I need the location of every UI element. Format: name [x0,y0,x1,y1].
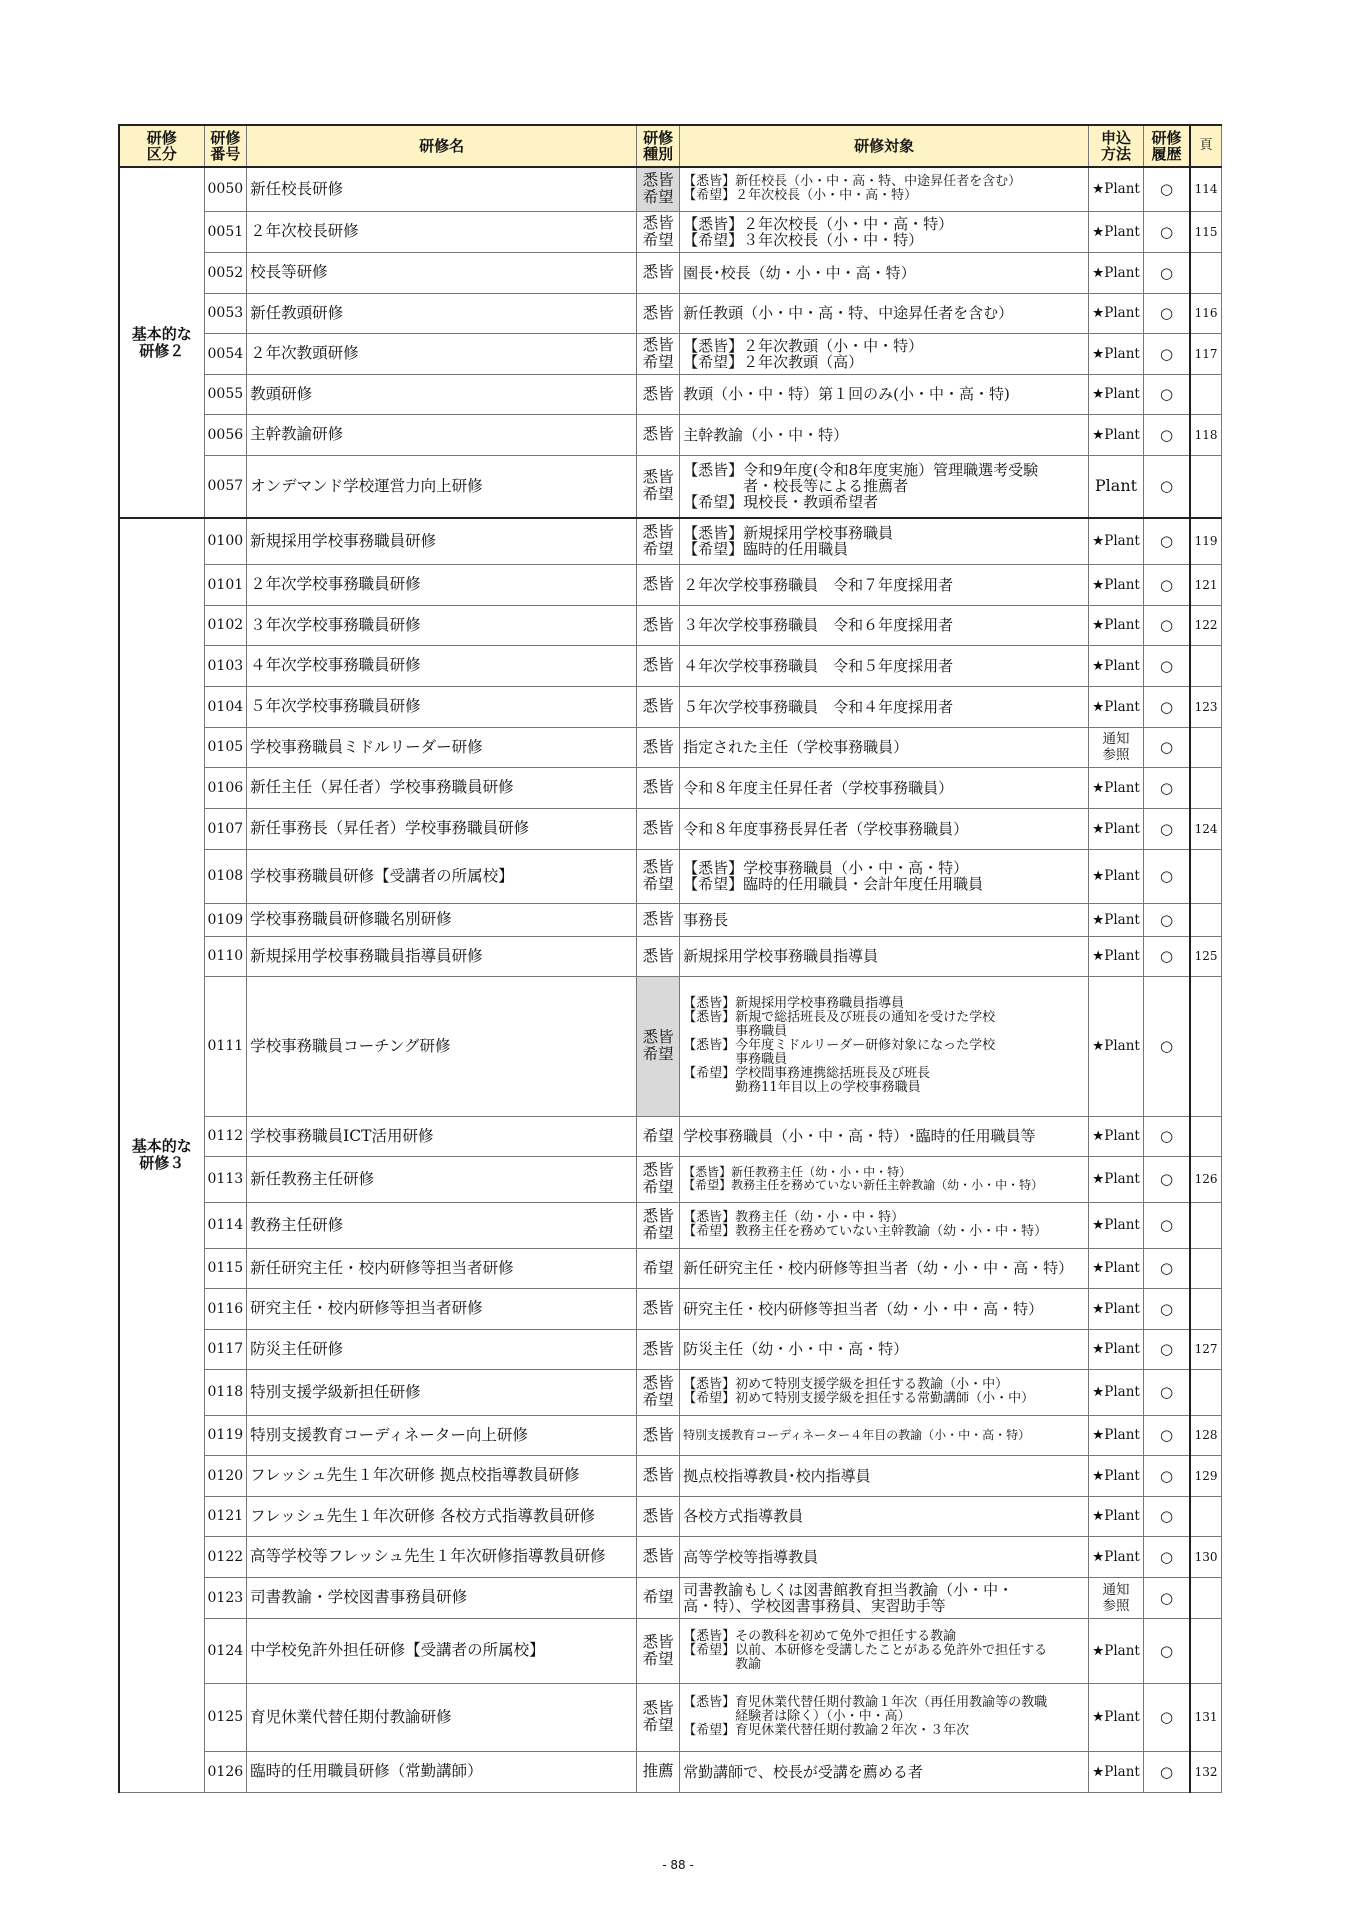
history-cell: ○ [1143,564,1190,605]
number-cell: 0113 [204,1156,247,1202]
header-target: 研修対象 [680,125,1089,167]
kind-cell: 悉皆 [637,1455,680,1496]
method-cell: ★Plant [1089,1683,1144,1751]
kind-cell: 悉皆 [637,605,680,645]
table-row [119,564,1221,605]
page-cell: 125 [1190,936,1221,976]
kind-cell: 推薦 [637,1751,680,1792]
method-cell: ★Plant [1089,686,1144,727]
number-cell: 0054 [204,333,247,374]
page-cell: 118 [1190,414,1221,455]
method-cell: ★Plant [1089,167,1144,211]
number-cell: 0055 [204,374,247,414]
history-cell: ○ [1143,1618,1190,1683]
header-name: 研修名 [247,125,637,167]
page-cell [1190,645,1221,686]
table-row [119,903,1221,936]
history-cell: ○ [1143,252,1190,293]
history-cell: ○ [1143,1202,1190,1248]
history-cell: ○ [1143,1156,1190,1202]
page-cell [1190,1496,1221,1536]
name-cell: 新任主任（昇任者）学校事務職員研修 [247,767,637,808]
target-cell: 【悉皆】新任校長（小・中・高・特、中途昇任者を含む） 【希望】２年次校長（小・中・高・特） [680,167,1089,211]
method-cell: ★Plant [1089,605,1144,645]
method-cell: ★Plant [1089,1496,1144,1536]
kind-cell: 希望 [637,1577,680,1618]
number-cell: 0101 [204,564,247,605]
number-cell: 0126 [204,1751,247,1792]
name-cell: 新規採用学校事務職員研修 [247,518,637,564]
target-cell: 学校事務職員（小・中・高・特）･臨時的任用職員等 [680,1116,1089,1156]
name-cell: 学校事務職員ICT活用研修 [247,1116,637,1156]
history-cell: ○ [1143,1369,1190,1415]
name-cell: 特別支援教育コーディネーター向上研修 [247,1415,637,1455]
kind-cell: 悉皆 希望 [637,1369,680,1415]
method-cell: 通知 参照 [1089,1577,1144,1618]
page-cell: 132 [1190,1751,1221,1792]
history-cell: ○ [1143,686,1190,727]
table-row [119,455,1221,518]
number-cell: 0106 [204,767,247,808]
category-cell: 基本的な 研修２ [119,167,204,518]
number-cell: 0110 [204,936,247,976]
number-cell: 0103 [204,645,247,686]
kind-cell: 悉皆 希望 [637,167,680,211]
method-cell: ★Plant [1089,1415,1144,1455]
page-cell: 121 [1190,564,1221,605]
kind-cell: 希望 [637,1116,680,1156]
kind-cell: 悉皆 [637,936,680,976]
table-row [119,293,1221,333]
name-cell: ２年次学校事務職員研修 [247,564,637,605]
method-cell: ★Plant [1089,564,1144,605]
history-cell: ○ [1143,414,1190,455]
header-method: 申込 方法 [1089,125,1144,167]
target-cell: 【悉皆】その教科を初めて免外で担任する教諭 【希望】以前、本研修を受講したことがある免許外で担任する 教諭 [680,1618,1089,1683]
history-cell: ○ [1143,1496,1190,1536]
history-cell: ○ [1143,1455,1190,1496]
table-row [119,976,1221,1116]
number-cell: 0123 [204,1577,247,1618]
name-cell: 新任研究主任・校内研修等担当者研修 [247,1248,637,1288]
method-cell: ★Plant [1089,414,1144,455]
kind-cell: 悉皆 [637,727,680,767]
history-cell: ○ [1143,1683,1190,1751]
method-cell: ★Plant [1089,1618,1144,1683]
table-row [119,1455,1221,1496]
method-cell: Plant [1089,455,1144,518]
method-cell: ★Plant [1089,936,1144,976]
number-cell: 0115 [204,1248,247,1288]
history-cell: ○ [1143,976,1190,1116]
method-cell: ★Plant [1089,976,1144,1116]
history-cell: ○ [1143,903,1190,936]
name-cell: 校長等研修 [247,252,637,293]
method-cell: ★Plant [1089,1751,1144,1792]
kind-cell: 悉皆 [637,903,680,936]
table-row [119,1577,1221,1618]
name-cell: 臨時的任用職員研修（常勤講師） [247,1751,637,1792]
method-cell: ★Plant [1089,211,1144,252]
page-cell: 131 [1190,1683,1221,1751]
target-cell: 【悉皆】２年次校長（小・中・高・特） 【希望】３年次校長（小・中・特） [680,211,1089,252]
page-cell: 124 [1190,808,1221,849]
target-cell: 【悉皆】初めて特別支援学級を担任する教諭（小・中） 【希望】初めて特別支援学級を担任する常勤講師（小・中） [680,1369,1089,1415]
page-cell [1190,1248,1221,1288]
page-cell: 114 [1190,167,1221,211]
target-cell: 【悉皆】新規採用学校事務職員 【希望】臨時的任用職員 [680,518,1089,564]
table-row [119,1248,1221,1288]
number-cell: 0053 [204,293,247,333]
page-cell: 116 [1190,293,1221,333]
number-cell: 0120 [204,1455,247,1496]
page-cell [1190,455,1221,518]
target-cell: ４年次学校事務職員 令和５年度採用者 [680,645,1089,686]
history-cell: ○ [1143,605,1190,645]
target-cell: 指定された主任（学校事務職員） [680,727,1089,767]
number-cell: 0102 [204,605,247,645]
kind-cell: 悉皆 [637,1496,680,1536]
number-cell: 0111 [204,976,247,1116]
table-row [119,1683,1221,1751]
table-body [119,167,1221,1792]
number-cell: 0109 [204,903,247,936]
kind-cell: 悉皆 [637,1536,680,1577]
table-row [119,1202,1221,1248]
history-cell: ○ [1143,645,1190,686]
method-cell: ★Plant [1089,293,1144,333]
method-cell: ★Plant [1089,1156,1144,1202]
target-cell: 【悉皆】教務主任（幼・小・中・特） 【希望】教務主任を務めていない主幹教諭（幼・小・中・特） [680,1202,1089,1248]
history-cell: ○ [1143,1751,1190,1792]
kind-cell: 悉皆 希望 [637,849,680,903]
number-cell: 0051 [204,211,247,252]
history-cell: ○ [1143,211,1190,252]
page-cell: 129 [1190,1455,1221,1496]
history-cell: ○ [1143,455,1190,518]
number-cell: 0108 [204,849,247,903]
target-cell: 【悉皆】２年次教頭（小・中・特） 【希望】２年次教頭（高） [680,333,1089,374]
kind-cell: 悉皆 希望 [637,1202,680,1248]
method-cell: ★Plant [1089,1455,1144,1496]
kind-cell: 悉皆 希望 [637,1156,680,1202]
table-row [119,767,1221,808]
table-row [119,1369,1221,1415]
page-cell [1190,727,1221,767]
page-cell [1190,1288,1221,1329]
page-cell [1190,849,1221,903]
name-cell: ２年次教頭研修 [247,333,637,374]
history-cell: ○ [1143,1116,1190,1156]
page-cell [1190,1577,1221,1618]
name-cell: 育児休業代替任期付教諭研修 [247,1683,637,1751]
header-page: 頁 [1190,125,1221,167]
kind-cell: 悉皆 [637,1415,680,1455]
number-cell: 0116 [204,1288,247,1329]
history-cell: ○ [1143,849,1190,903]
target-cell: 令和８年度事務長昇任者（学校事務職員） [680,808,1089,849]
page-cell: 127 [1190,1329,1221,1369]
name-cell: 司書教諭・学校図書事務員研修 [247,1577,637,1618]
history-cell: ○ [1143,1329,1190,1369]
history-cell: ○ [1143,1248,1190,1288]
training-table [118,124,1222,1793]
number-cell: 0057 [204,455,247,518]
table-row [119,211,1221,252]
history-cell: ○ [1143,1415,1190,1455]
name-cell: 学校事務職員研修【受講者の所属校】 [247,849,637,903]
kind-cell: 悉皆 [637,252,680,293]
page-cell [1190,374,1221,414]
table-row [119,686,1221,727]
name-cell: 中学校免許外担任研修【受講者の所属校】 [247,1618,637,1683]
header-history: 研修 履歴 [1143,125,1190,167]
number-cell: 0052 [204,252,247,293]
history-cell: ○ [1143,1577,1190,1618]
page-cell [1190,1202,1221,1248]
page-cell: 126 [1190,1156,1221,1202]
target-cell: 事務長 [680,903,1089,936]
table-row [119,1156,1221,1202]
category-cell: 基本的な 研修３ [119,518,204,1792]
method-cell: ★Plant [1089,1248,1144,1288]
kind-cell: 悉皆 希望 [637,1618,680,1683]
page-cell [1190,903,1221,936]
table-row [119,1751,1221,1792]
name-cell: ３年次学校事務職員研修 [247,605,637,645]
target-cell: 【悉皆】育児休業代替任期付教諭１年次（再任用教諭等の教職 経験者は除く）（小・中・高） 【希望】育児休業代替任期付教諭２年次・３年次 [680,1683,1089,1751]
table-row [119,1415,1221,1455]
table-row [119,374,1221,414]
page-cell: 115 [1190,211,1221,252]
table-row [119,518,1221,564]
kind-cell: 悉皆 希望 [637,1683,680,1751]
kind-cell: 悉皆 希望 [637,333,680,374]
method-cell: ★Plant [1089,1536,1144,1577]
page-cell: 128 [1190,1415,1221,1455]
method-cell: ★Plant [1089,645,1144,686]
table-row [119,849,1221,903]
kind-cell: 悉皆 希望 [637,976,680,1116]
table-row [119,167,1221,211]
target-cell: 防災主任（幼・小・中・高・特） [680,1329,1089,1369]
number-cell: 0124 [204,1618,247,1683]
kind-cell: 悉皆 [637,564,680,605]
number-cell: 0104 [204,686,247,727]
number-cell: 0107 [204,808,247,849]
number-cell: 0122 [204,1536,247,1577]
method-cell: ★Plant [1089,252,1144,293]
target-cell: 高等学校等指導教員 [680,1536,1089,1577]
page-cell: 117 [1190,333,1221,374]
kind-cell: 悉皆 [637,293,680,333]
target-cell: 【悉皆】学校事務職員（小・中・高・特） 【希望】臨時的任用職員・会計年度任用職員 [680,849,1089,903]
target-cell: 令和８年度主任昇任者（学校事務職員） [680,767,1089,808]
history-cell: ○ [1143,293,1190,333]
method-cell: ★Plant [1089,1329,1144,1369]
number-cell: 0050 [204,167,247,211]
target-cell: 園長･校長（幼・小・中・高・特） [680,252,1089,293]
page-cell [1190,1116,1221,1156]
table-row [119,645,1221,686]
history-cell: ○ [1143,1288,1190,1329]
page-cell [1190,976,1221,1116]
method-cell: ★Plant [1089,767,1144,808]
kind-cell: 希望 [637,1248,680,1288]
target-cell: 新任研究主任・校内研修等担当者（幼・小・中・高・特） [680,1248,1089,1288]
page-cell: 122 [1190,605,1221,645]
method-cell: ★Plant [1089,849,1144,903]
kind-cell: 悉皆 希望 [637,518,680,564]
target-cell: 新規採用学校事務職員指導員 [680,936,1089,976]
target-cell: 【悉皆】新任教務主任（幼・小・中・特） 【希望】教務主任を務めていない新任主幹教諭（幼・小・中・特） [680,1156,1089,1202]
table-row [119,1496,1221,1536]
number-cell: 0100 [204,518,247,564]
name-cell: 研究主任・校内研修等担当者研修 [247,1288,637,1329]
page-cell: 119 [1190,518,1221,564]
name-cell: 学校事務職員コーチング研修 [247,976,637,1116]
name-cell: ５年次学校事務職員研修 [247,686,637,727]
page-cell [1190,767,1221,808]
page-cell: 130 [1190,1536,1221,1577]
name-cell: ２年次校長研修 [247,211,637,252]
number-cell: 0056 [204,414,247,455]
target-cell: 【悉皆】令和9年度(令和8年度実施）管理職選考受験 者・校長等による推薦者 【希望】現校長・教頭希望者 [680,455,1089,518]
table-row [119,1329,1221,1369]
method-cell: ★Plant [1089,374,1144,414]
name-cell: オンデマンド学校運営力向上研修 [247,455,637,518]
kind-cell: 悉皆 [637,1329,680,1369]
history-cell: ○ [1143,333,1190,374]
target-cell: 特別支援教育コーディネーター４年目の教諭（小・中・高・特） [680,1415,1089,1455]
history-cell: ○ [1143,808,1190,849]
table-row [119,333,1221,374]
history-cell: ○ [1143,767,1190,808]
header-category: 研修 区分 [119,125,204,167]
name-cell: フレッシュ先生１年次研修 各校方式指導教員研修 [247,1496,637,1536]
method-cell: ★Plant [1089,1369,1144,1415]
target-cell: 新任教頭（小・中・高・特、中途昇任者を含む） [680,293,1089,333]
table-row [119,252,1221,293]
history-cell: ○ [1143,936,1190,976]
name-cell: 新任教務主任研修 [247,1156,637,1202]
page-cell [1190,1618,1221,1683]
history-cell: ○ [1143,374,1190,414]
name-cell: ４年次学校事務職員研修 [247,645,637,686]
target-cell: ５年次学校事務職員 令和４年度採用者 [680,686,1089,727]
table-row [119,414,1221,455]
name-cell: 高等学校等フレッシュ先生１年次研修指導教員研修 [247,1536,637,1577]
kind-cell: 悉皆 [637,645,680,686]
history-cell: ○ [1143,518,1190,564]
number-cell: 0114 [204,1202,247,1248]
kind-cell: 悉皆 希望 [637,455,680,518]
header-kind: 研修 種別 [637,125,680,167]
method-cell: ★Plant [1089,1202,1144,1248]
kind-cell: 悉皆 [637,808,680,849]
name-cell: 学校事務職員ミドルリーダー研修 [247,727,637,767]
name-cell: 新任教頭研修 [247,293,637,333]
table-row [119,727,1221,767]
kind-cell: 悉皆 [637,767,680,808]
table-row [119,1288,1221,1329]
target-cell: ２年次学校事務職員 令和７年度採用者 [680,564,1089,605]
method-cell: ★Plant [1089,333,1144,374]
target-cell: 主幹教諭（小・中・特） [680,414,1089,455]
number-cell: 0121 [204,1496,247,1536]
history-cell: ○ [1143,727,1190,767]
target-cell: 常勤講師で、校長が受講を薦める者 [680,1751,1089,1792]
method-cell: ★Plant [1089,903,1144,936]
header-number: 研修 番号 [204,125,247,167]
method-cell: ★Plant [1089,1288,1144,1329]
name-cell: 新任事務長（昇任者）学校事務職員研修 [247,808,637,849]
name-cell: フレッシュ先生１年次研修 拠点校指導教員研修 [247,1455,637,1496]
table-row [119,605,1221,645]
kind-cell: 悉皆 希望 [637,211,680,252]
method-cell: ★Plant [1089,808,1144,849]
table-row [119,1536,1221,1577]
number-cell: 0117 [204,1329,247,1369]
header-row [119,125,1221,167]
table-row [119,1618,1221,1683]
table-row [119,1116,1221,1156]
number-cell: 0125 [204,1683,247,1751]
number-cell: 0105 [204,727,247,767]
name-cell: 教頭研修 [247,374,637,414]
history-cell: ○ [1143,1536,1190,1577]
target-cell: ３年次学校事務職員 令和６年度採用者 [680,605,1089,645]
target-cell: 教頭（小・中・特）第１回のみ(小・中・高・特) [680,374,1089,414]
kind-cell: 悉皆 [637,1288,680,1329]
table-row [119,808,1221,849]
target-cell: 司書教諭もしくは図書館教育担当教諭（小・中・ 高・特）、学校図書事務員、実習助手等 [680,1577,1089,1618]
number-cell: 0119 [204,1415,247,1455]
target-cell: 各校方式指導教員 [680,1496,1089,1536]
target-cell: 拠点校指導教員･校内指導員 [680,1455,1089,1496]
page-cell: 123 [1190,686,1221,727]
name-cell: 教務主任研修 [247,1202,637,1248]
method-cell: ★Plant [1089,1116,1144,1156]
kind-cell: 悉皆 [637,414,680,455]
kind-cell: 悉皆 [637,374,680,414]
target-cell: 【悉皆】新規採用学校事務職員指導員 【悉皆】新規で総括班長及び班長の通知を受けた学校 事務職員 【悉皆】今年度ミドルリーダー研修対象になった学校 事務職員 【希望】学校間事務連携総括班長及び班長 勤務11年目以上の学校事務職員 [680,976,1089,1116]
number-cell: 0118 [204,1369,247,1415]
number-cell: 0112 [204,1116,247,1156]
history-cell: ○ [1143,167,1190,211]
method-cell: 通知 参照 [1089,727,1144,767]
name-cell: 学校事務職員研修職名別研修 [247,903,637,936]
table-row [119,936,1221,976]
target-cell: 研究主任・校内研修等担当者（幼・小・中・高・特） [680,1288,1089,1329]
kind-cell: 悉皆 [637,686,680,727]
page-number: - 88 - [662,1858,694,1872]
page-cell [1190,252,1221,293]
name-cell: 特別支援学級新担任研修 [247,1369,637,1415]
name-cell: 新規採用学校事務職員指導員研修 [247,936,637,976]
name-cell: 主幹教諭研修 [247,414,637,455]
method-cell: ★Plant [1089,518,1144,564]
name-cell: 防災主任研修 [247,1329,637,1369]
page-cell [1190,1369,1221,1415]
name-cell: 新任校長研修 [247,167,637,211]
